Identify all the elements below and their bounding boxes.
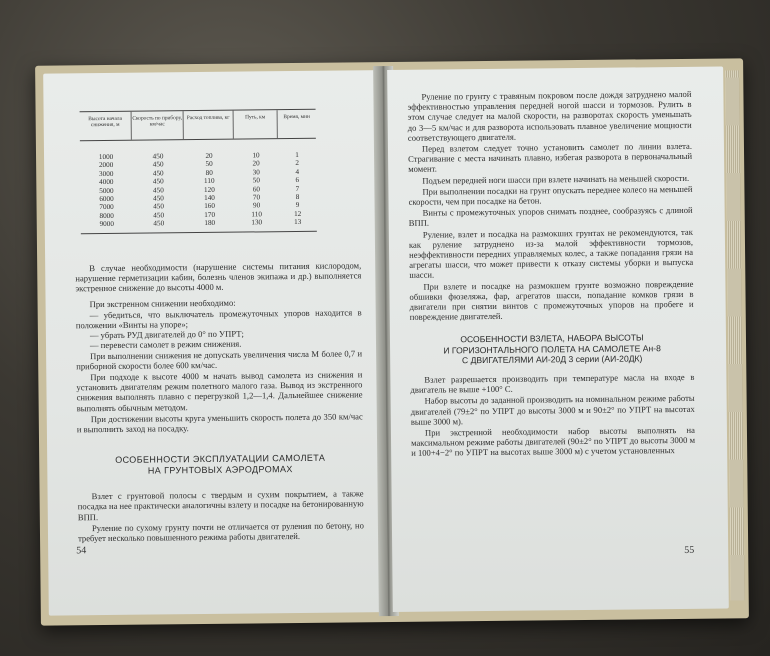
table-cell: 450 [152, 160, 164, 169]
page-edges [725, 70, 745, 600]
table-cell: 80 [205, 168, 213, 177]
section-heading: ОСОБЕННОСТИ ЭКСПЛУАТАЦИИ САМОЛЕТА [115, 452, 326, 466]
paragraph: Подъем передней ноги шасси при взлете начинать на меньшей скорости. [422, 172, 690, 186]
table-cell: 2 [295, 159, 299, 168]
open-book [35, 58, 749, 625]
section-heading: НА ГРУНТОВЫХ АЭРОДРОМАХ [147, 464, 293, 476]
table-cell: 50 [205, 160, 213, 169]
right-page [387, 67, 729, 612]
table-cell: 7 [295, 184, 300, 193]
table-cell: 20 [205, 151, 213, 160]
paragraph: Перед взлетом следует точно установить самолет по линии взлета. Страгивание с места начинать плавно, избегая разворота в первоначальный момент. [408, 140, 693, 175]
table-cell: 110 [203, 177, 215, 186]
table-cell: 10 [252, 151, 260, 160]
table-cell: 450 [153, 219, 165, 228]
descent-table [80, 109, 317, 234]
paragraph: При выполнении снижения не допускать увеличения числа М более 0,7 и приборной скорости более 600 км/час. [76, 347, 363, 372]
table-cell: 160 [204, 202, 216, 211]
table-cell: 450 [152, 169, 164, 178]
table-cell: 20 [252, 159, 260, 168]
table-cell: 130 [251, 218, 263, 227]
paragraph: Взлет разрешается производить при температуре масла на входе в двигатель не выше +100° С. [410, 371, 695, 395]
paragraph: При экстренной необходимости набор высоты выполнять на максимальном режиме работы двигателей (90±2° по УПРТ до высоты 3000 м и 100+4−2° по УПРТ на высотах выше 3000 м) с учетом установленных [411, 424, 696, 459]
paragraph: Руление по грунту с травяным покровом после дождя затруднено малой эффективностью управления передней ногой шасси и тормозов. Рулить в этом случае следует на малой скорости, на разворотах скорость уменьшать до 3—5 км/час и для разворота использовать плавное увеличение мощности соответствующего двигателя. [407, 88, 692, 143]
table-cell: 120 [203, 185, 215, 194]
table-cell: 50 [252, 176, 260, 185]
section-heading: И ГОРИЗОНТАЛЬНОГО ПОЛЕТА НА САМОЛЕТЕ Ан-8 [443, 343, 661, 356]
table-cell: 30 [252, 168, 260, 177]
table-cell: 8 [295, 192, 300, 201]
paragraph: Руление по сухому грунту почти не отличается от руления по бетону, но требует несколько повышенного режима работы двигателей. [77, 520, 364, 544]
section-heading: С ДВИГАТЕЛЯМИ АИ-20Д 3 серии (АИ-20ДК) [461, 353, 643, 366]
table-header-cell: Расход топлива, кг [184, 111, 234, 140]
table-cell: 110 [251, 210, 262, 219]
table-cell: 7000 [99, 203, 114, 212]
table-cell: 4 [295, 167, 300, 176]
table-cell: 60 [252, 184, 261, 194]
table-cell: 12 [294, 209, 302, 218]
table-cell: 90 [252, 201, 261, 210]
paragraph: Взлет с грунтовой полосы с твердым и сухим покрытием, а также посадка на нее практически аналогичны взлету и посадке на бетонированную ВПП. [77, 488, 364, 522]
table-cell: 180 [204, 218, 216, 228]
paragraph: Винты с промежуточных упоров снимать позднее, сообразуясь с длиной ВПП. [408, 205, 693, 229]
paragraph: При достижении высоты круга уменьшить скорость полета до 350 км/час и выполнить заход на посадку. [76, 411, 363, 435]
paragraph: В случае необходимости (нарушение системы питания кислородом, нарушение герметизации кабин, болезнь членов экипажа и др.) выполняется экстренное снижение до высоты 4000 м. [75, 260, 362, 294]
table-cell: 1000 [98, 152, 114, 162]
table-body [80, 139, 317, 234]
left-page [43, 70, 387, 616]
table-cell: 6 [295, 176, 300, 185]
paragraph: Набор высоты до заданной производить на номинальном режиме работы двигателей (79±2° по УПРТ до высоты 3000 м и 90±2° по УПРТ на высотах выше 3000 м). [410, 393, 695, 427]
table-cell: 9 [295, 201, 300, 210]
table-cell: 450 [153, 211, 165, 220]
table-cell: 8000 [99, 211, 114, 220]
paragraph: При взлете и посадке на размокшем грунте возможно повреждение обшивки фюзеляжа, фар, агрегатов шасси, попадание комков грязи в двигатели при снятии винтов с промежуточных упоров на пробеге и повреждение двигателей. [409, 278, 694, 323]
table-cell: 5000 [99, 186, 114, 195]
left-text-block [75, 260, 364, 544]
table-cell: 70 [252, 193, 261, 202]
table-cell: 13 [294, 218, 302, 227]
paragraph: При подходе к высоте 4000 м начать вывод самолета из снижения и установить двигателям режим полетного малого газа. Вывод из экстренного снижения выполнять плавно с перегрузкой 1,2—1,4. Дальнейшее снижение выполнять обычным методом. [76, 369, 363, 413]
paragraph: При экстренном снижении необходимо: [89, 297, 236, 309]
table-header [80, 109, 316, 141]
table-cell: 170 [204, 210, 216, 219]
table-cell: 4000 [99, 178, 114, 187]
section-heading: ОСОБЕННОСТИ ВЗЛЕТА, НАБОРА ВЫСОТЫ [460, 332, 644, 345]
table-header-cell: Время, мин [283, 113, 310, 121]
right-text-block [407, 89, 695, 460]
table-cell: 6000 [99, 194, 114, 204]
table-cell: 450 [153, 194, 164, 203]
table-header-cell: Высота начала снижения, м [80, 112, 132, 141]
list-item: — убрать РУД двигателей до 0° по УПРТ; [89, 328, 244, 341]
table-cell: 1 [295, 150, 299, 160]
table-cell: 450 [152, 152, 164, 161]
list-item: — перевести самолет в режим снижения. [89, 338, 242, 351]
page-number: 55 [684, 544, 695, 556]
table-header-cell: Путь, км [234, 110, 278, 138]
table-cell: 140 [204, 193, 215, 202]
table-cell: 450 [152, 185, 164, 195]
table-cell: 2000 [98, 161, 114, 170]
table-cell: 450 [152, 177, 164, 186]
table-header-cell: Скорость по прибору, км/час [132, 111, 184, 140]
page-number: 54 [76, 545, 87, 557]
paragraph: При выполнении посадки на грунт опускать переднее колесо на меньшей скорости, чем при посадке на бетон. [408, 183, 693, 207]
table-cell: 9000 [99, 220, 114, 229]
list-item: — убедиться, что выключатель промежуточных упоров находится в положении «Винты на упоре»; [75, 307, 362, 331]
table-cell: 3000 [98, 169, 114, 178]
table-cell: 450 [153, 202, 165, 211]
paragraph: Руление, взлет и посадка на размокших грунтах не рекомендуются, так как руление затруднено из-за малой эффективности тормозов, неэффективности передних управляемых колес, а также попадания грязи на агрегаты шасси, что может привести к отказу системы уборки и выпуска шасси. [408, 226, 694, 281]
table-row [81, 218, 317, 229]
